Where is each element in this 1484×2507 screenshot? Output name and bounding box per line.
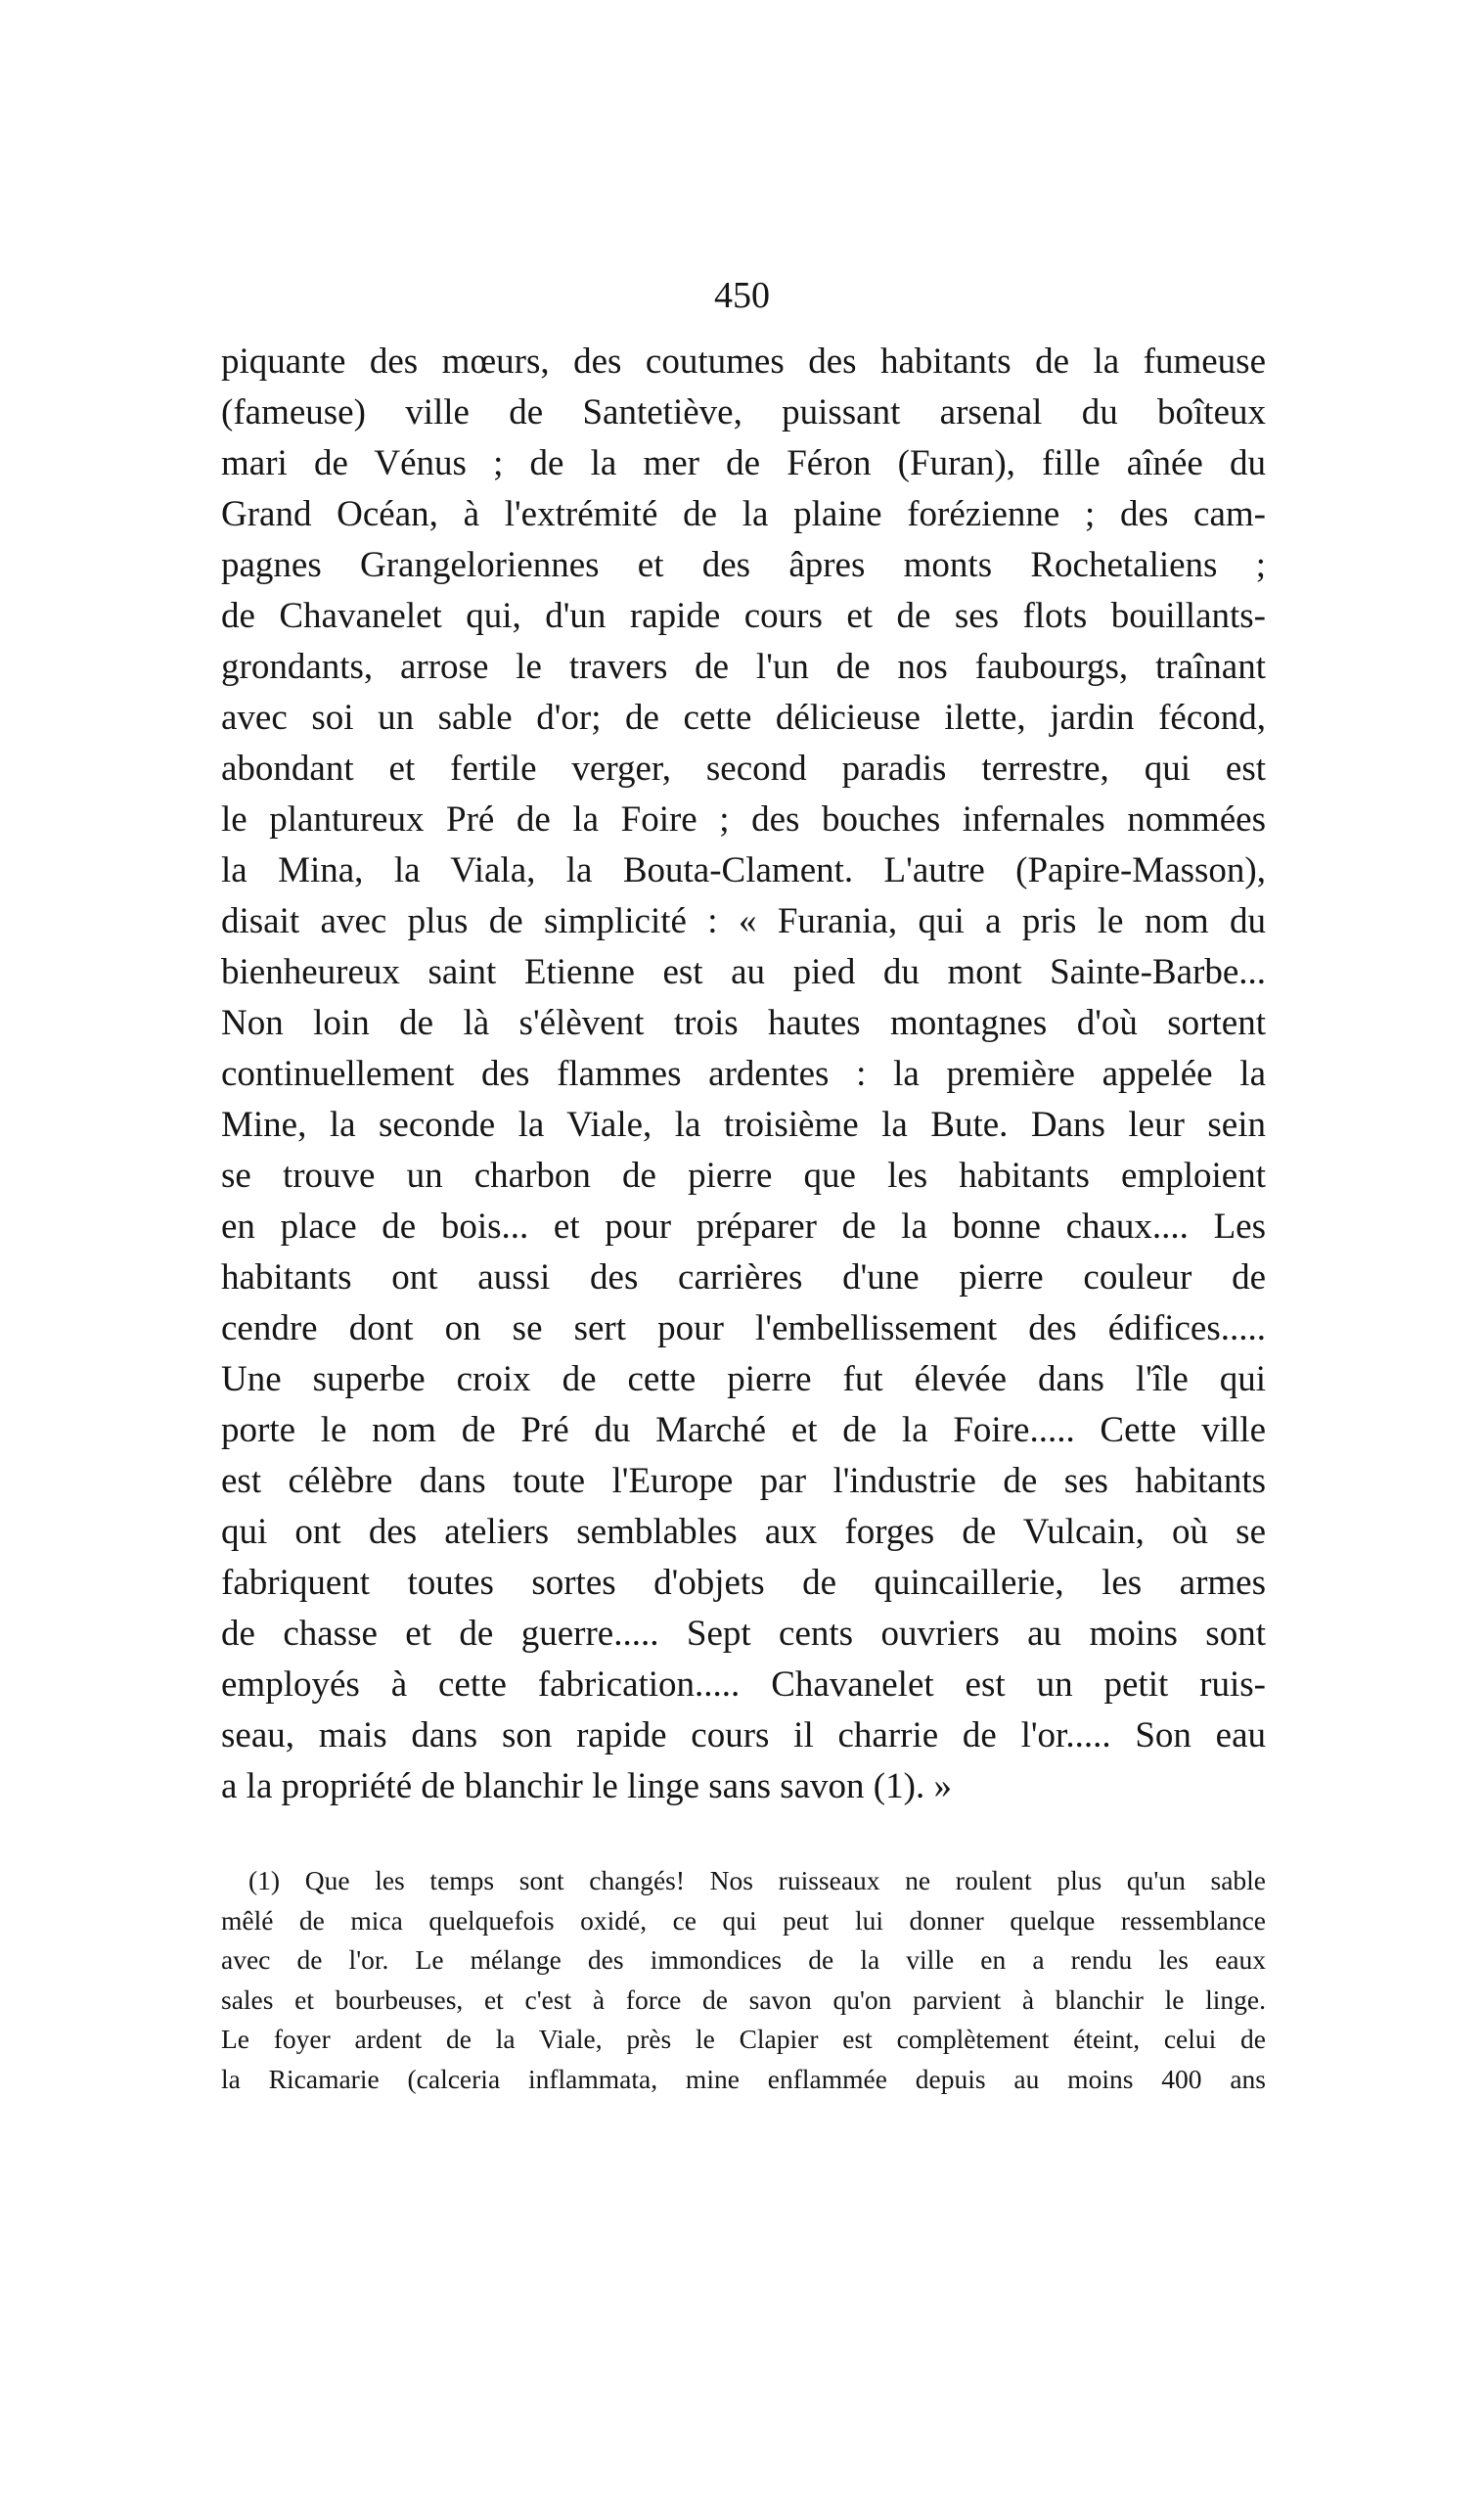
footnote-line: avec de l'or. Le mélange des immondices de la ville en a rendu les eaux: [221, 1944, 1266, 1975]
text-line: abondant et fertile verger, second paradis terrestre, qui est: [221, 749, 1266, 789]
footnote-line: (1) Que les temps sont changés! Nos ruisseaux ne roulent plus qu'un sable: [248, 1865, 1266, 1895]
footnote-line: Le foyer ardent de la Viale, près le Clapier est complètement éteint, celui de: [221, 2024, 1266, 2054]
text-line: de Chavanelet qui, d'un rapide cours et de ses flots bouillants-: [221, 596, 1266, 636]
text-line: Non loin de là s'élèvent trois hautes montagnes d'où sortent: [221, 1003, 1266, 1043]
text-line: avec soi un sable d'or; de cette délicieuse ilette, jardin fécond,: [221, 698, 1266, 738]
text-line: de chasse et de guerre..... Sept cents ouvriers au moins sont: [221, 1614, 1266, 1654]
page-number: 450: [714, 275, 770, 316]
text-line: qui ont des ateliers semblables aux forges de Vulcain, où se: [221, 1512, 1266, 1552]
text-line: seau, mais dans son rapide cours il charrie de l'or..... Son eau: [221, 1715, 1266, 1755]
text-line: employés à cette fabrication..... Chavanelet est un petit ruis-: [221, 1664, 1266, 1705]
text-line: piquante des mœurs, des coutumes des habitants de la fumeuse: [221, 342, 1266, 382]
text-line: continuellement des flammes ardentes : la première appelée la: [221, 1054, 1266, 1094]
text-line: (fameuse) ville de Santetiève, puissant arsenal du boîteux: [221, 392, 1266, 433]
text-line: grondants, arrose le travers de l'un de nos faubourgs, traînant: [221, 647, 1266, 687]
text-line: la Mina, la Viala, la Bouta-Clament. L'autre (Papire-Masson),: [221, 850, 1266, 890]
text-line: fabriquent toutes sortes d'objets de quincaillerie, les armes: [221, 1563, 1266, 1603]
text-line: Grand Océan, à l'extrémité de la plaine forézienne ; des cam-: [221, 494, 1266, 534]
footnote-line: sales et bourbeuses, et c'est à force de savon qu'on parvient à blanchir le linge.: [221, 1983, 1266, 2015]
text-line: en place de bois... et pour préparer de la bonne chaux.... Les: [221, 1207, 1266, 1247]
text-line: habitants ont aussi des carrières d'une pierre couleur de: [221, 1257, 1266, 1298]
body-text: [221, 337, 1266, 1812]
footnote: [221, 1861, 1266, 2099]
text-line: Mine, la seconde la Viale, la troisième la Bute. Dans leur sein: [221, 1105, 1266, 1145]
text-line: bienheureux saint Etienne est au pied du mont Sainte-Barbe...: [221, 952, 1266, 992]
footnote-line: mêlé de mica quelquefois oxidé, ce qui peut lui donner quelque ressemblance: [221, 1904, 1266, 1936]
text-line: a la propriété de blanchir le linge sans savon (1). »: [221, 1766, 952, 1806]
text-line: le plantureux Pré de la Foire ; des bouches infernales nommées: [221, 799, 1266, 840]
text-line: mari de Vénus ; de la mer de Féron (Furan), fille aînée du: [221, 443, 1266, 483]
text-line: Une superbe croix de cette pierre fut élevée dans l'île qui: [221, 1359, 1266, 1399]
text-line: se trouve un charbon de pierre que les habitants emploient: [221, 1156, 1266, 1196]
footnote-line: la Ricamarie (calceria inflammata, mine enflammée depuis au moins 400 ans: [221, 2063, 1266, 2094]
text-line: porte le nom de Pré du Marché et de la Foire..... Cette ville: [221, 1410, 1266, 1450]
text-line: est célèbre dans toute l'Europe par l'industrie de ses habitants: [221, 1461, 1266, 1501]
text-line: disait avec plus de simplicité : « Furania, qui a pris le nom du: [221, 901, 1266, 941]
text-line: cendre dont on se sert pour l'embellissement des édifices.....: [221, 1308, 1266, 1348]
text-line: pagnes Grangeloriennes et des âpres monts Rochetaliens ;: [221, 545, 1266, 585]
